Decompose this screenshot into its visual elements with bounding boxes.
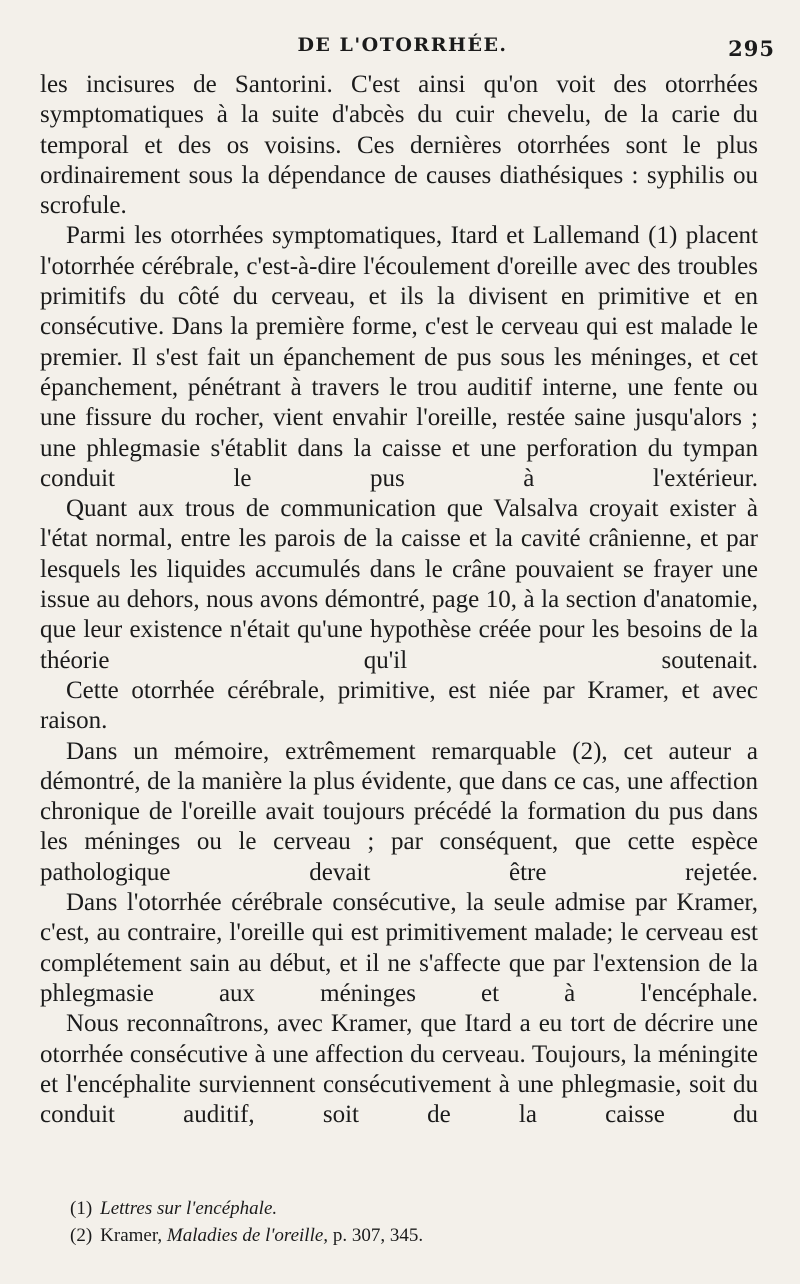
paragraph-otorrhee-cerebrale: Parmi les otorrhées symptomatiques, Itard et Lallemand (1) placent l'otorrhée cérébrale, c'est-à-dire l'écoulement d'oreille avec des troubles primitifs du côté du cerveau, et ils la divisent en primitive et en consécutive. Dans la première forme, c'est le cerveau qui est malade le premier. Il s'est fait un épanchement de pus sous les méninges, et cet épanchement, pénétrant à travers le trou auditif interne, une fente ou une fissure du rocher, vient envahir l'oreille, restée saine jusqu'alors ; une phlegmasie s'établit dans la caisse et une perforation du tympan conduit le pus à l'extérieur. <box>40 222 758 492</box>
page-number: 295 <box>728 36 775 61</box>
footnote-title: Lettres sur l'encéphale. <box>100 1198 278 1219</box>
footnote-2 <box>70 1222 760 1249</box>
footnotes <box>70 1195 760 1249</box>
footnote-author: Kramer, <box>100 1225 163 1246</box>
paragraph-valsalva: Quant aux trous de communication que Valsalva croyait exister à l'état normal, entre les parois de la caisse et la cavité crânienne, et par lesquels les liquides accumulés dans le crâne pouvaient se frayer une issue au dehors, nous avons démontré, page 10, à la section d'anatomie, que leur existence n'était qu'une hypothèse créée pour les besoins de la théorie qu'il soutenait. <box>40 495 758 674</box>
paragraph-kramer-denial: Cette otorrhée cérébrale, primitive, est niée par Kramer, et avec raison. <box>40 676 758 735</box>
footnote-1 <box>70 1195 760 1222</box>
footnote-title: Maladies de l'oreille, <box>166 1225 329 1246</box>
paragraph-continuation: les incisures de Santorini. C'est ainsi qu'on voit des otorrhées symptomatiques à la suite d'abcès du cuir chevelu, de la carie du temporal et des os voisins. Ces dernières otorrhées sont le plus ordinairement sous la dépendance de causes diathésiques : syphilis ou scrofule. <box>40 71 758 220</box>
paragraph-memoire: Dans un mémoire, extrêmement remarquable (2), cet auteur a démontré, de la manière la plus évidente, que dans ce cas, une affection chronique de l'oreille avait toujours précédé la formation du pus dans les méninges ou le cerveau ; par conséquent, que cette espèce pathologique devait être rejetée. <box>40 737 758 886</box>
footnote-pages: p. 307, 345. <box>332 1225 424 1246</box>
footnote-number: (2) <box>70 1225 93 1246</box>
paragraph-consecutive: Dans l'otorrhée cérébrale consécutive, la seule admise par Kramer, c'est, au contraire, l'oreille qui est primitivement malade; le cerveau est complétement sain au début, et il ne s'affecte que par l'extension de la phlegmasie aux méninges et à l'encéphale. <box>40 889 758 1007</box>
body-text <box>40 70 758 1130</box>
running-title: DE L'OTORRHÉE. <box>297 34 508 56</box>
paragraph-conclusion: Nous reconnaîtrons, avec Kramer, que Itard a eu tort de décrire une otorrhée consécutive à une affection du cerveau. Toujours, la méningite et l'encéphalite surviennent consécutivement à une phlegmasie, soit du conduit auditif, soit de la caisse du <box>40 1010 758 1129</box>
page-header <box>30 34 775 64</box>
footnote-number: (1) <box>70 1198 93 1219</box>
